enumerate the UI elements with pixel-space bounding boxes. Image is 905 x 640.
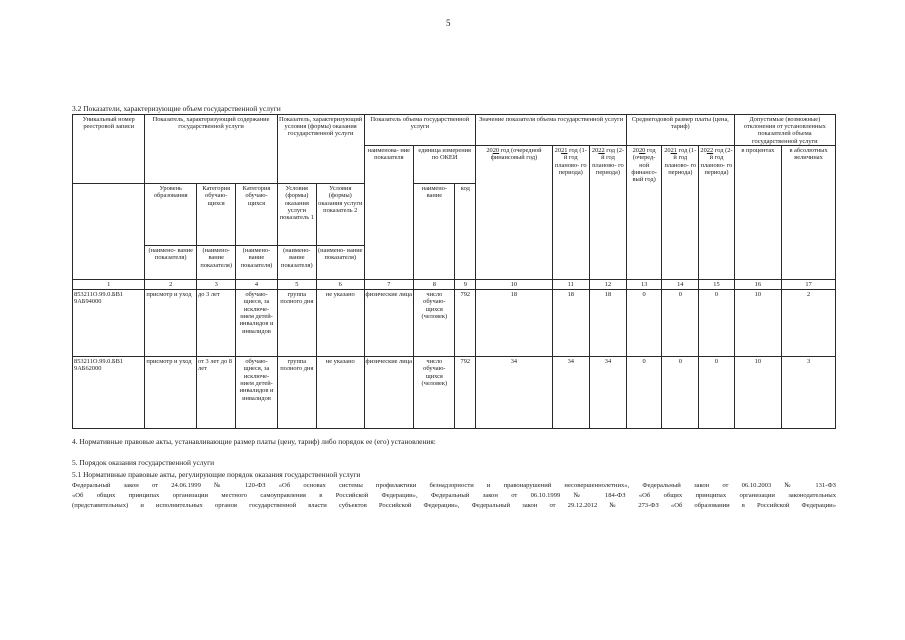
column-number: 5 [277, 280, 316, 290]
deviation-absolute: 2 [782, 290, 836, 357]
header-indicator-name: наименова- ние показателя [364, 146, 414, 280]
table-row [73, 357, 836, 429]
header-in-percent: в процентах [734, 146, 782, 280]
unit-code: 792 [455, 357, 476, 429]
registry-code: 853211О.99.0.БВ1 9АБ94000 [73, 290, 145, 357]
header-content-indicator: Показатель, характеризующий содержание государственной услуги [145, 115, 277, 184]
column-number: 17 [782, 280, 836, 290]
section-5-heading: 5. Порядок оказания государственной услуги [72, 458, 215, 467]
volume-indicators-table [72, 114, 836, 429]
header-volume-value: Значение показателя объема государственной услуги [476, 115, 627, 146]
header-year-2022: 2022 год (2-й год планово- го периода) [589, 146, 626, 280]
students-category-2: обучаю- щиеся, за исключе- нием детей- инвалидов и инвалидов [236, 357, 277, 429]
header-unit-code: код [455, 184, 476, 280]
column-number: 3 [197, 280, 236, 290]
column-number: 7 [364, 280, 414, 290]
header-average-fee: Среднегодовой размер платы (цена, тариф) [627, 115, 735, 146]
fee-year-3: 0 [699, 357, 734, 429]
fee-year-2: 0 [662, 290, 699, 357]
deviation-absolute: 3 [782, 357, 836, 429]
column-number: 8 [414, 280, 455, 290]
value-year-1: 18 [476, 290, 552, 357]
column-number: 9 [455, 280, 476, 290]
column-number: 10 [476, 280, 552, 290]
value-year-3: 34 [589, 357, 626, 429]
legal-acts-line-3: (представительных) и исполнительных органов государственной власти субъектов Российской Федерации», Федеральный закон от 29.12.2012 № 273-ФЗ «Об образовании в Российской Федерации» [72, 502, 836, 509]
header-fee-2020: 2020 год (очеред- ной финансо- вый год) [627, 146, 662, 280]
education-level: присмотр и уход [145, 357, 197, 429]
legal-acts-line-2: «Об общих принципах организации местного самоуправления в Российской Федерации», Федеральный закон от 06.10.1999 № 184-ФЗ «Об общих принципах организации законодательных [72, 492, 836, 499]
header-unit-okei: единица измерения по ОКЕИ [414, 146, 476, 184]
subheader-indicator-name: (наимено- вание показателя) [145, 246, 197, 280]
column-number: 15 [699, 280, 734, 290]
header-year-2021: 2021 год (1-й год планово- го периода) [552, 146, 589, 280]
students-category-1: до 3 лет [197, 290, 236, 357]
value-year-2: 34 [552, 357, 589, 429]
subheader-indicator-name: (наимено- вание показателя) [236, 246, 277, 280]
column-number: 6 [316, 280, 364, 290]
table-row [73, 290, 836, 357]
column-number: 11 [552, 280, 589, 290]
registry-code: 853211О.99.0.БВ1 9АБ62000 [73, 357, 145, 429]
column-number: 4 [236, 280, 277, 290]
column-number: 12 [589, 280, 626, 290]
value-year-2: 18 [552, 290, 589, 357]
unit-name: число обучаю- щихся (человек) [414, 290, 455, 357]
header-conditions-indicator: Показатель, характеризующий условия (формы) оказания государственной услуги [277, 115, 364, 184]
header-unique-number: Уникальный номер реестровой записи [73, 115, 145, 184]
fee-year-2: 0 [662, 357, 699, 429]
fee-year-1: 0 [627, 357, 662, 429]
header-education-level: Уровень образования [145, 184, 197, 240]
value-year-3: 18 [589, 290, 626, 357]
header-students-category-1: Категория обучаю- щихся [197, 184, 236, 240]
header-volume-indicator: Показатель объема государственной услуги [364, 115, 476, 146]
fee-year-3: 0 [699, 290, 734, 357]
condition-2: не указано [316, 290, 364, 357]
deviation-percent: 10 [734, 357, 782, 429]
education-level: присмотр и уход [145, 290, 197, 357]
subheader-indicator-name: (наимено- вание показателя) [197, 246, 236, 280]
column-number: 2 [145, 280, 197, 290]
indicator-name: физические лица [364, 357, 414, 429]
page-number: 5 [446, 18, 451, 28]
header-fee-2021: 2021 год (1-й год планово- го периода) [662, 146, 699, 280]
header-unique-number-continued [73, 184, 145, 240]
legal-acts-line-1: Федеральный закон от 24.06.1999 № 120-ФЗ «Об основах системы профилактики безнадзорности и правонарушений несовершеннолетних», Федеральный закон от 06.10.2003 № 131-ФЗ [72, 482, 836, 489]
column-number: 13 [627, 280, 662, 290]
header-fee-2022: 2022 год (2-й год планово- го периода) [699, 146, 734, 280]
fee-year-1: 0 [627, 290, 662, 357]
header-unit-name: наимено- вание [414, 184, 455, 280]
section-4-heading: 4. Нормативные правовые акты, устанавливающие размер платы (цену, тариф) либо порядок ее (его) установления: [72, 437, 436, 446]
header-condition-1: Условия (формы) оказания услуги показатель 1 [277, 184, 316, 240]
header-in-absolute: в абсолютных величинах [782, 146, 836, 280]
subheader-indicator-name: (наимено- вание показателя) [316, 246, 364, 280]
condition-1: группа полного дня [277, 290, 316, 357]
column-number: 1 [73, 280, 145, 290]
students-category-1: от 3 лет до 8 лет [197, 357, 236, 429]
header-year-2020: 2020 год (очередной финансовый год) [476, 146, 552, 280]
column-number: 16 [734, 280, 782, 290]
deviation-percent: 10 [734, 290, 782, 357]
header-allowed-deviation: Допустимые (возможные) отклонения от установленных показателей объема государственной услуги [734, 115, 835, 146]
section-5-1-heading: 5.1 Нормативные правовые акты, регулирующие порядок оказания государственной услуги [72, 470, 361, 479]
column-number: 14 [662, 280, 699, 290]
section-3-2-title: 3.2 Показатели, характеризующие объем государственной услуги [72, 104, 281, 113]
header-condition-2: Условия (формы) оказания услуги показатель 2 [316, 184, 364, 240]
unit-name: число обучаю- щихся (человек) [414, 357, 455, 429]
value-year-1: 34 [476, 357, 552, 429]
indicator-name: физические лица [364, 290, 414, 357]
spacer-cell [73, 246, 145, 280]
condition-2: не указано [316, 357, 364, 429]
header-students-category-2: Категория обучаю- щихся [236, 184, 277, 240]
students-category-2: обучаю- щиеся, за исключе- нием детей- инвалидов и инвалидов [236, 290, 277, 357]
subheader-indicator-name: (наимено- вание показателя) [277, 246, 316, 280]
unit-code: 792 [455, 290, 476, 357]
condition-1: группа полного дня [277, 357, 316, 429]
column-numbers-row [73, 280, 836, 290]
